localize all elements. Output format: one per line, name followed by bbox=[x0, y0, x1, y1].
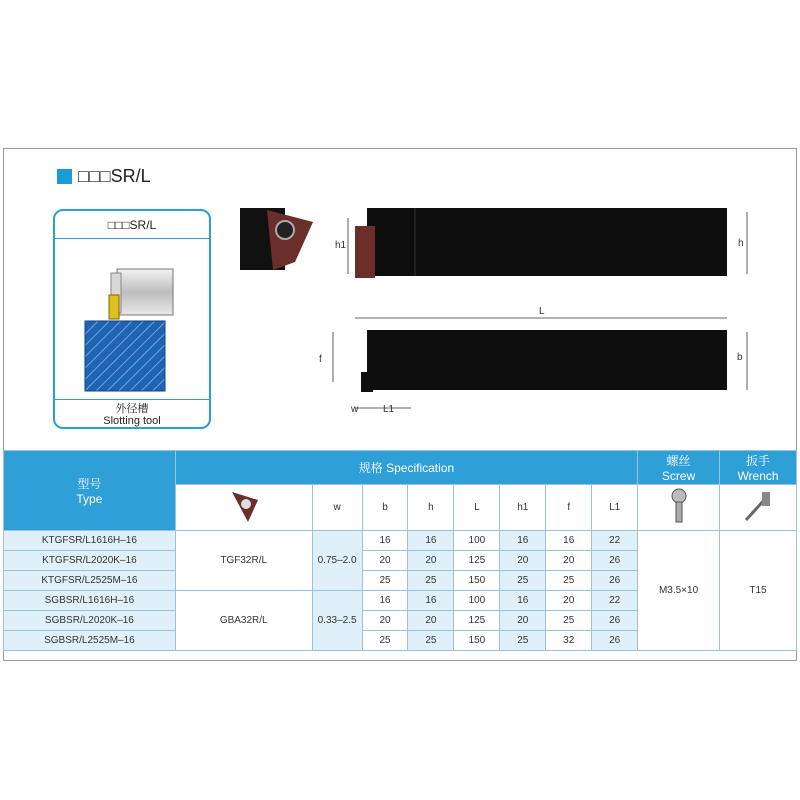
dim-L-label: L bbox=[539, 306, 545, 317]
dim-h1-label: h1 bbox=[335, 240, 347, 251]
cell-h1: 20 bbox=[500, 611, 546, 631]
type-header-en: Type bbox=[76, 492, 103, 506]
w-cell: 0.75–2.0 bbox=[312, 531, 362, 591]
cell-L1: 26 bbox=[592, 611, 638, 631]
page-title-text: □□□SR/L bbox=[78, 166, 151, 186]
cell-L: 125 bbox=[454, 611, 500, 631]
table-row-type: SGBSR/L2020K–16 bbox=[4, 611, 176, 631]
cell-h1: 25 bbox=[500, 631, 546, 651]
cell-f: 16 bbox=[546, 531, 592, 551]
dim-f-label: f bbox=[319, 354, 322, 365]
table-row-type: SGBSR/L2525M–16 bbox=[4, 631, 176, 651]
cell-L1: 26 bbox=[592, 631, 638, 651]
insert bbox=[267, 210, 313, 270]
cell-h1: 16 bbox=[500, 531, 546, 551]
table-row-type: KTGFSR/L2020K–16 bbox=[4, 551, 176, 571]
cell-b: 25 bbox=[362, 631, 408, 651]
cell-b: 25 bbox=[362, 571, 408, 591]
screw-header bbox=[638, 451, 720, 485]
cell-L: 100 bbox=[454, 591, 500, 611]
cell-b: 20 bbox=[362, 611, 408, 631]
cell-h: 16 bbox=[408, 531, 454, 551]
col-f-header: f bbox=[546, 485, 592, 531]
dim-w-label: w bbox=[351, 404, 359, 415]
screw-icon bbox=[664, 486, 694, 526]
insert-icon bbox=[224, 486, 264, 526]
col-b-header: b bbox=[362, 485, 408, 531]
col-w-header: w bbox=[312, 485, 362, 531]
caption-cn: 外径槽 bbox=[115, 403, 149, 415]
screw-header-en: Screw bbox=[661, 469, 696, 483]
cell-L1: 22 bbox=[592, 591, 638, 611]
cell-h: 20 bbox=[408, 551, 454, 571]
wrench-icon-cell bbox=[720, 485, 797, 531]
cell-L1: 22 bbox=[592, 531, 638, 551]
cell-h1: 20 bbox=[500, 551, 546, 571]
table-row-type: SGBSR/L1616H–16 bbox=[4, 591, 176, 611]
dim-h-label: h bbox=[738, 238, 744, 249]
cell-h1: 25 bbox=[500, 571, 546, 591]
wrench-header-en: Wrench bbox=[737, 469, 779, 483]
wrench-header bbox=[720, 451, 797, 485]
type-header-cn: 型号 bbox=[77, 477, 102, 491]
schematic-caption bbox=[55, 399, 209, 427]
insert-cell: GBA32R/L bbox=[175, 591, 312, 651]
table-row-type: KTGFSR/L2525M–16 bbox=[4, 571, 176, 591]
holder-drawings bbox=[235, 200, 765, 425]
col-L1-header: L1 bbox=[592, 485, 638, 531]
wrench-value: T15 bbox=[720, 531, 797, 651]
spec-table bbox=[3, 450, 797, 651]
cell-h1: 16 bbox=[500, 591, 546, 611]
cell-h: 20 bbox=[408, 611, 454, 631]
cell-f: 25 bbox=[546, 571, 592, 591]
schematic-panel bbox=[53, 209, 211, 429]
screw-icon bbox=[276, 221, 294, 239]
cell-L: 150 bbox=[454, 631, 500, 651]
cell-h: 16 bbox=[408, 591, 454, 611]
cell-f: 25 bbox=[546, 611, 592, 631]
cell-L: 150 bbox=[454, 571, 500, 591]
schematic-title: □□□SR/L bbox=[55, 211, 209, 239]
holder-insert-tip bbox=[355, 226, 375, 278]
col-h1-header: h1 bbox=[500, 485, 546, 531]
cell-f: 32 bbox=[546, 631, 592, 651]
cell-h: 25 bbox=[408, 631, 454, 651]
cell-f: 20 bbox=[546, 551, 592, 571]
cell-b: 20 bbox=[362, 551, 408, 571]
wrench-header-cn: 扳手 bbox=[746, 454, 771, 468]
insert-cell: TGF32R/L bbox=[175, 531, 312, 591]
cell-b: 16 bbox=[362, 591, 408, 611]
cell-L1: 26 bbox=[592, 551, 638, 571]
cell-L1: 26 bbox=[592, 571, 638, 591]
page-title bbox=[57, 166, 151, 187]
caption-en: Slotting tool bbox=[103, 415, 161, 427]
table-row-type: KTGFSR/L1616H–16 bbox=[4, 531, 176, 551]
screw-icon-cell bbox=[638, 485, 720, 531]
cell-L: 100 bbox=[454, 531, 500, 551]
cell-L: 125 bbox=[454, 551, 500, 571]
col-L-header: L bbox=[454, 485, 500, 531]
screw-value: M3.5×10 bbox=[638, 531, 720, 651]
wrench-icon bbox=[740, 486, 776, 526]
dim-b-label: b bbox=[737, 352, 743, 363]
holder-top-view bbox=[367, 330, 727, 390]
spec-header: 规格 Specification bbox=[175, 451, 637, 485]
slotting-diagram bbox=[55, 239, 211, 399]
cell-h: 25 bbox=[408, 571, 454, 591]
blue-square-icon bbox=[57, 169, 72, 184]
screw-header-cn: 螺丝 bbox=[666, 454, 691, 468]
col-h-header: h bbox=[408, 485, 454, 531]
type-header bbox=[4, 451, 176, 531]
cell-f: 20 bbox=[546, 591, 592, 611]
w-cell: 0.33–2.5 bbox=[312, 591, 362, 651]
holder-side-view bbox=[367, 208, 727, 276]
cell-b: 16 bbox=[362, 531, 408, 551]
dim-L1-label: L1 bbox=[383, 404, 395, 415]
insert-image-cell bbox=[175, 485, 312, 531]
